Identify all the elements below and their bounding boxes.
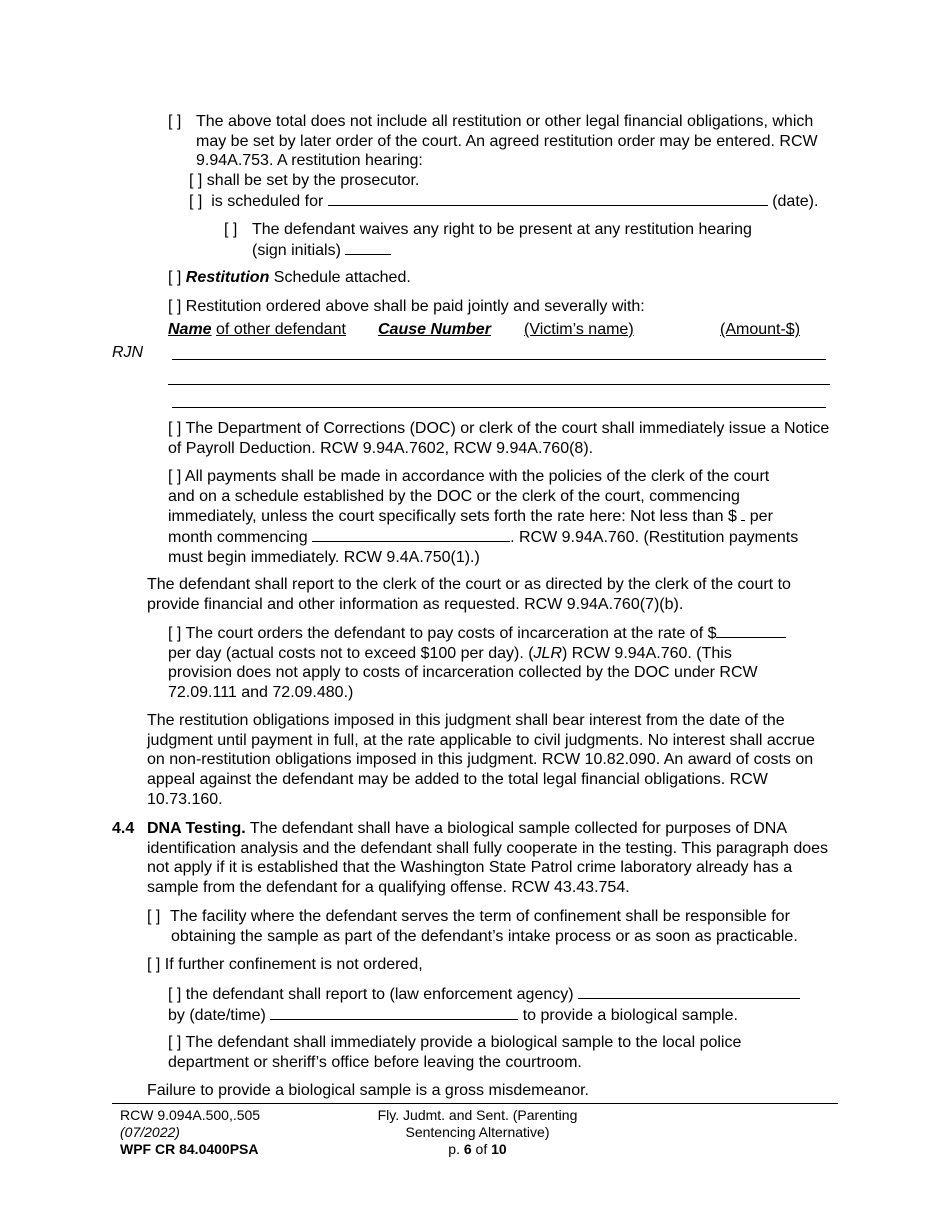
- page-number: 6: [463, 1141, 472, 1157]
- restitution-bold-label: Restitution: [185, 269, 270, 286]
- payments-line-3: immediately, unless the court specifically sets forth the rate here: Not less than $: [168, 508, 737, 526]
- payroll-text: The Department of Corrections (DOC) or clerk of the court shall immediately issue a Notice of Payroll Deduction. RCW 9.94A.7602, RCW 9.94A.760(8).: [168, 420, 830, 457]
- checkbox[interactable]: [ ]: [168, 625, 182, 642]
- col-name-rest: of other defendant: [216, 321, 346, 338]
- checkbox[interactable]: [ ]: [147, 908, 161, 925]
- date-time-field[interactable]: [270, 1005, 518, 1020]
- footer-rule: [112, 1103, 838, 1104]
- waiver-text: The defendant waives any right to be present at any restitution hearing: [252, 221, 752, 238]
- page-of: of: [475, 1141, 488, 1157]
- initials-label: (sign initials): [252, 241, 341, 259]
- checkbox[interactable]: [ ]: [168, 1034, 182, 1051]
- hearing-scheduled-item: [189, 191, 818, 212]
- dna-report-agency-item: [168, 984, 800, 1025]
- page-prefix: p.: [448, 1141, 460, 1157]
- rate-field[interactable]: [741, 506, 745, 521]
- footer-page: [340, 1141, 615, 1158]
- checkbox[interactable]: [ ]: [224, 221, 238, 238]
- checkbox[interactable]: [ ]: [147, 956, 161, 973]
- incarceration-line-2b: ) RCW 9.94A.760. (This: [562, 644, 732, 662]
- page-total: 10: [491, 1141, 507, 1157]
- hearing-date-field[interactable]: [328, 191, 768, 206]
- rjn-initials: RJN: [112, 344, 144, 361]
- checkbox[interactable]: [ ]: [168, 986, 182, 1003]
- column-header-amount: (Amount-$): [720, 321, 801, 338]
- dna-heading: DNA Testing.: [147, 820, 246, 837]
- dna-facility-item: [147, 907, 837, 946]
- incarceration-line-1: The court orders the defendant to pay costs of incarceration at the rate of $: [185, 625, 717, 642]
- dna-section-number: 4.4: [112, 820, 135, 837]
- footer-center: [340, 1107, 615, 1158]
- footer-form-number: WPF CR 84.0400PSA: [120, 1141, 259, 1157]
- incarceration-rate-field[interactable]: [716, 623, 786, 638]
- report-paragraph: The defendant shall report to the clerk of the court or as directed by the clerk of the court to provide financial and other information as requested. RCW 9.94A.760(7)(b).: [147, 576, 791, 613]
- checkbox[interactable]: [ ]: [168, 420, 182, 437]
- schedule-attached-item: [168, 268, 411, 288]
- payments-line-4-rest: . RCW 9.94A.760. (Restitution payments: [510, 529, 799, 547]
- footer-left: [120, 1107, 260, 1158]
- footer-rcw: RCW 9.094A.500,.505: [120, 1107, 261, 1123]
- restitution-not-all-item: [168, 112, 828, 171]
- column-header-name: [168, 320, 346, 340]
- codefendant-line-3[interactable]: [172, 393, 826, 408]
- waiver-item: [224, 220, 804, 260]
- codefendant-line-1[interactable]: [172, 345, 826, 360]
- hearing-prosecutor-item: [189, 171, 419, 191]
- checkbox[interactable]: [ ]: [168, 113, 182, 130]
- footer-title-1: Fly. Judmt. and Sent. (Parenting: [377, 1107, 578, 1123]
- hearing-prosecutor-text: shall be set by the prosecutor.: [206, 172, 420, 189]
- col-name-bold: Name: [168, 321, 212, 338]
- payments-line-2: and on a schedule established by the DOC or the clerk of the court, commencing: [168, 487, 740, 505]
- dna-by-date-label: by (date/time): [168, 1006, 266, 1024]
- payments-line-5: must begin immediately. RCW 9.4A.750(1).): [168, 548, 480, 566]
- incarceration-line-3: provision does not apply to costs of incarceration collected by the DOC under RCW: [168, 664, 758, 682]
- dna-facility-text: The facility where the defendant serves the term of confinement shall be responsible for obtaining the sample as part of the defendant’s intake process or as soon as practicable.: [170, 908, 798, 945]
- payments-item: [168, 467, 838, 568]
- incarceration-line-4: 72.09.111 and 72.09.480.): [168, 684, 354, 702]
- checkbox[interactable]: [ ]: [189, 193, 203, 210]
- checkbox[interactable]: [ ]: [168, 298, 182, 315]
- column-header-victim: (Victim’s name): [524, 321, 634, 338]
- payments-per: per: [749, 508, 773, 526]
- initials-field[interactable]: [345, 240, 391, 255]
- hearing-scheduled-text: is scheduled for: [211, 193, 324, 210]
- hearing-date-suffix: (date).: [772, 193, 819, 210]
- dna-report-agency-text: the defendant shall report to (law enforcement agency): [185, 986, 574, 1003]
- dna-immediate-item: [168, 1033, 808, 1072]
- column-header-cause: Cause Number: [378, 321, 491, 338]
- dna-provide-text: to provide a biological sample.: [522, 1006, 738, 1024]
- footer-date: (07/2022): [120, 1124, 180, 1140]
- checkbox[interactable]: [ ]: [189, 172, 203, 189]
- checkbox[interactable]: [ ]: [168, 468, 182, 485]
- joint-several-item: [168, 297, 645, 317]
- dna-immediate-text: The defendant shall immediately provide a biological sample to the local police department or sheriff’s office before leaving the courtroom.: [168, 1034, 742, 1071]
- payroll-item: [168, 419, 833, 458]
- dna-no-confinement-text: If further confinement is not ordered,: [164, 956, 423, 973]
- restitution-not-all-text: The above total does not include all restitution or other legal financial obligations, which may be set by later order of the court. An agreed restitution order may be entered. RCW 9.94A.753. A restitution hearing:: [196, 113, 818, 170]
- schedule-attached-text: Schedule attached.: [273, 269, 411, 286]
- interest-paragraph: The restitution obligations imposed in this judgment shall bear interest from the date of the judgment until payment in full, at the rate applicable to civil judgments. No interest shall accrue on non-restitution obligations imposed in this judgment. RCW 10.82.090. An award of costs on appeal against the defendant may be added to the total legal financial obligations. RCW 10.73.160.: [147, 712, 815, 808]
- payments-line-1: All payments shall be made in accordance with the policies of the clerk of the court: [184, 468, 770, 485]
- payments-line-4: month commencing: [168, 529, 308, 547]
- dna-text: The defendant shall have a biological sample collected for purposes of DNA identification analysis and the defendant shall fully cooperate in the testing. This paragraph does not apply if it is established that the Washington State Patrol crime laboratory already has a sample from the defendant for a qualifying offense. RCW 43.43.754.: [147, 820, 829, 897]
- agency-field[interactable]: [578, 984, 800, 999]
- checkbox[interactable]: [ ]: [168, 269, 182, 286]
- dna-section: [147, 819, 837, 898]
- dna-no-confinement-item: [147, 955, 423, 975]
- incarceration-line-2a: per day (actual costs not to exceed $100 per day). (: [168, 644, 534, 662]
- incarceration-item: [168, 623, 838, 703]
- codefendant-line-2[interactable]: [168, 370, 830, 385]
- commencing-field[interactable]: [312, 527, 510, 542]
- joint-several-text: Restitution ordered above shall be paid jointly and severally with:: [185, 298, 645, 315]
- footer-title-2: Sentencing Alternative): [405, 1124, 550, 1140]
- dna-failure-text: Failure to provide a biological sample is a gross misdemeanor.: [147, 1082, 589, 1099]
- jlr-label: JLR: [533, 644, 562, 662]
